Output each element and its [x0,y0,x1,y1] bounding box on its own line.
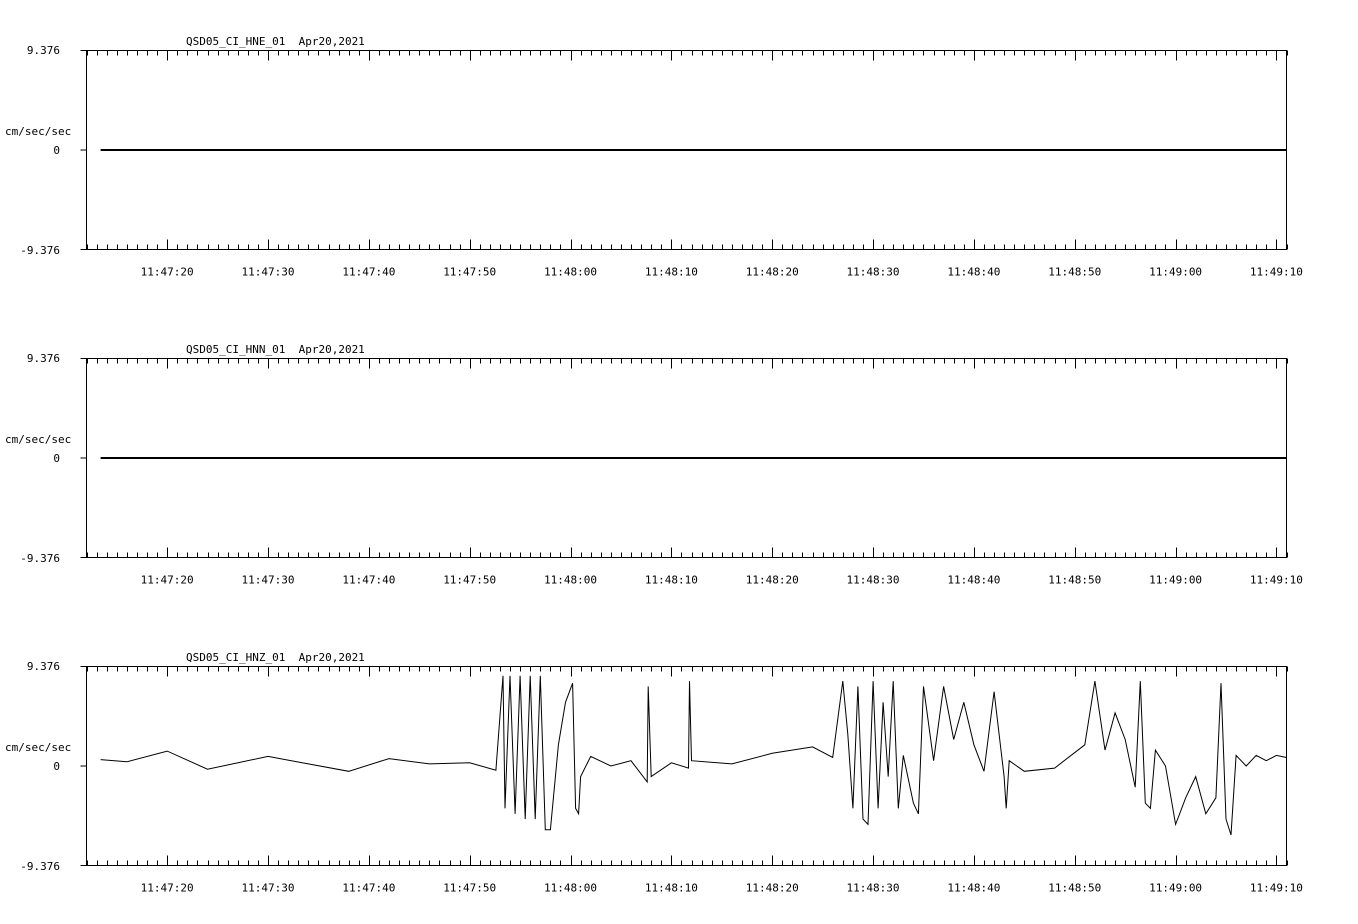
x-tick-label: 11:47:20 [140,573,194,587]
x-tick-label: 11:49:00 [1149,881,1203,895]
x-tick-label: 11:48:10 [644,265,698,279]
x-tick-label: 11:47:30 [241,265,295,279]
y-axis-label: cm/sec/sec [5,125,72,138]
x-tick-label: 11:48:30 [846,881,900,895]
y-tick-top: 9.376 [26,660,60,673]
chart-panel-hnz [5,651,1303,895]
x-tick-label: 11:48:20 [745,573,799,587]
x-axis-labels [141,574,1303,587]
x-tick-label: 11:48:00 [544,573,598,587]
x-tick-label: 11:49:00 [1149,265,1203,279]
x-tick-label: 11:48:10 [644,573,698,587]
x-tick-label: 11:47:40 [342,265,396,279]
plot-frame [87,667,1287,866]
y-tick-bottom: -9.376 [20,244,60,257]
x-tick-label: 11:47:50 [443,881,497,895]
x-tick-label: 11:48:40 [947,265,1001,279]
x-tick-label: 11:47:20 [140,265,194,279]
x-tick-label: 11:48:10 [644,881,698,895]
x-tick-label: 11:48:40 [947,573,1001,587]
series-line [101,676,1287,835]
x-axis-labels [141,882,1303,895]
x-axis-ticks [81,667,1288,866]
x-tick-label: 11:49:00 [1149,573,1203,587]
x-tick-label: 11:47:40 [342,573,396,587]
chart-title: QSD05_CI_HNE_01 Apr20,2021 [186,35,365,48]
x-tick-label: 11:48:30 [846,265,900,279]
x-tick-label: 11:49:10 [1249,265,1303,279]
y-tick-top: 9.376 [26,44,60,57]
x-tick-label: 11:47:30 [241,881,295,895]
y-axis-label: cm/sec/sec [5,741,72,754]
x-tick-label: 11:47:20 [140,881,194,895]
chart-title: QSD05_CI_HNN_01 Apr20,2021 [186,343,365,356]
chart-panel-hnn [5,343,1303,587]
y-tick-zero: 0 [53,144,60,157]
chart-panel-hne [5,35,1303,279]
y-tick-bottom: -9.376 [20,552,60,565]
x-tick-label: 11:47:50 [443,573,497,587]
y-tick-top: 9.376 [26,352,60,365]
x-tick-label: 11:47:40 [342,881,396,895]
x-tick-label: 11:48:50 [1048,881,1102,895]
x-tick-label: 11:48:40 [947,881,1001,895]
x-axis-labels [141,266,1303,279]
x-tick-label: 11:48:00 [544,881,598,895]
trace-group [101,676,1287,835]
y-tick-zero: 0 [53,760,60,773]
x-tick-label: 11:49:10 [1249,881,1303,895]
x-tick-label: 11:48:50 [1048,265,1102,279]
x-tick-label: 11:48:30 [846,573,900,587]
x-tick-label: 11:49:10 [1249,573,1303,587]
x-tick-label: 11:48:20 [745,881,799,895]
x-tick-label: 11:48:50 [1048,573,1102,587]
x-tick-label: 11:47:50 [443,265,497,279]
chart-title: QSD05_CI_HNZ_01 Apr20,2021 [186,651,365,664]
x-tick-label: 11:48:00 [544,265,598,279]
x-tick-label: 11:48:20 [745,265,799,279]
y-tick-bottom: -9.376 [20,860,60,873]
y-axis-label: cm/sec/sec [5,433,72,446]
y-tick-zero: 0 [53,452,60,465]
x-tick-label: 11:47:30 [241,573,295,587]
